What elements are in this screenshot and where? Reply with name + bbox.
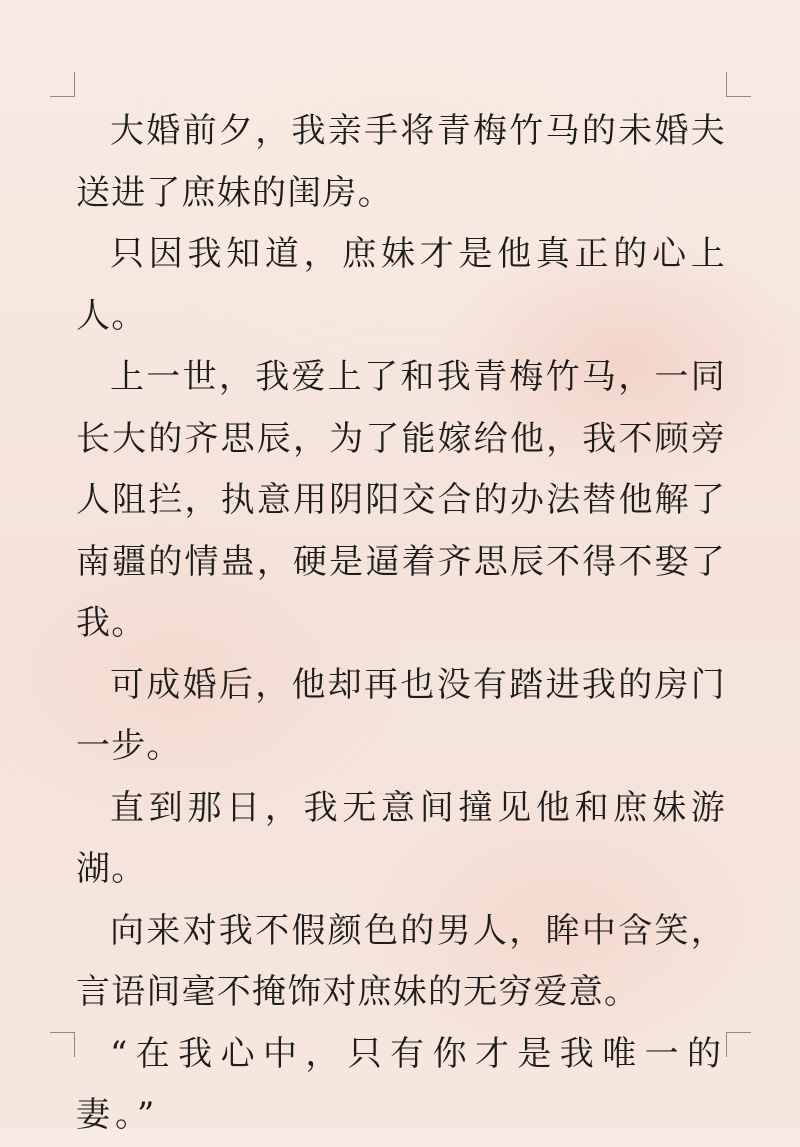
crop-mark-top-right	[726, 72, 751, 97]
paragraph: 上一世，我爱上了和我青梅竹马，一同长大的齐思辰，为了能嫁给他，我不顾旁人阻拦，执意用阴阳交合的办法替他解了南疆的情蛊，硬是逼着齐思辰不得不娶了我。	[76, 357, 726, 643]
paragraph: 可成婚后，他却再也没有踏进我的房门一步。	[76, 664, 726, 766]
crop-mark-bottom-left	[50, 1032, 75, 1057]
story-text	[76, 101, 726, 1147]
crop-mark-bottom-right	[726, 1032, 751, 1057]
paragraph: 直到那日，我无意间撞见他和庶妹游湖。	[76, 787, 726, 889]
paragraph-quote: “在我心中，只有你才是我唯一的妻。”	[76, 1033, 726, 1135]
paragraph: 大婚前夕，我亲手将青梅竹马的未婚夫送进了庶妹的闺房。	[76, 111, 726, 213]
crop-mark-top-left	[50, 72, 75, 97]
paragraph: 向来对我不假颜色的男人，眸中含笑，言语间毫不掩饰对庶妹的无穷爱意。	[76, 910, 726, 1012]
paragraph: 只因我知道，庶妹才是他真正的心上人。	[76, 234, 726, 336]
